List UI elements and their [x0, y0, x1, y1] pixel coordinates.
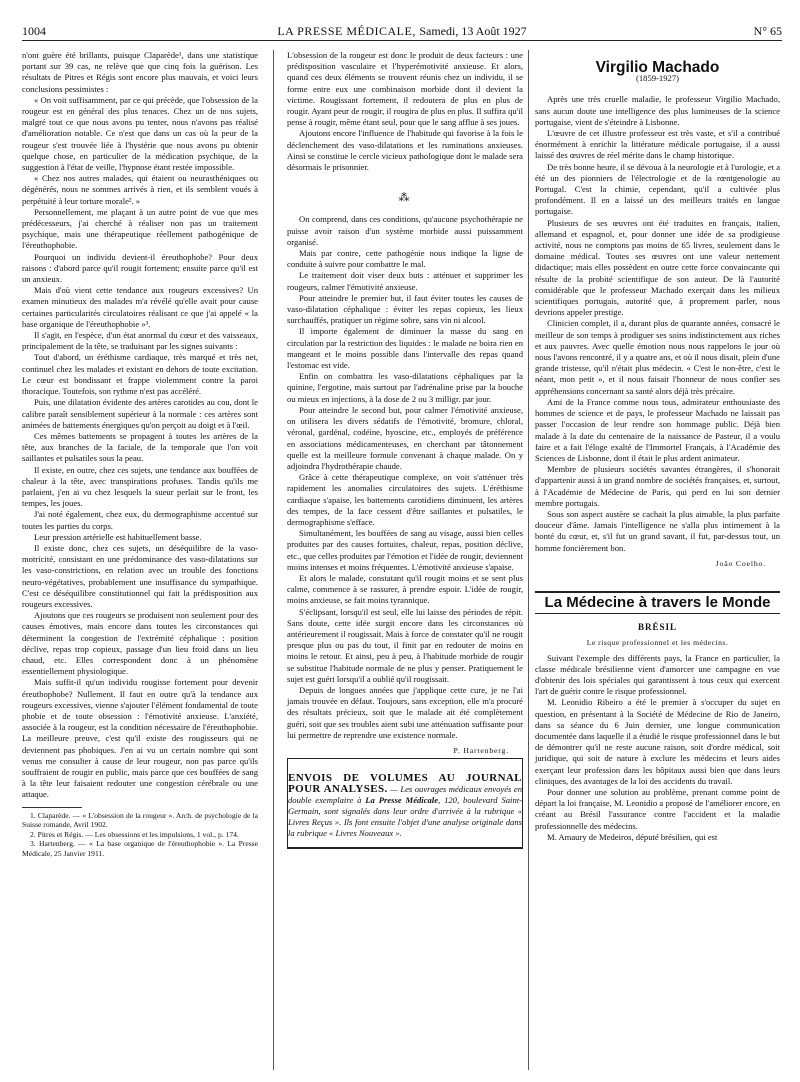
paragraph: Suivant l'exemple des différents pays, la France en particulier, la classe médicale brésilienne vient d'amorcer une campagne en vue d'obtenir des lois spéciales qui garantissent à tous ceux qui exercent l'art de guérir contre le risque professionnel. — [535, 652, 780, 697]
paragraph: Simultanément, les bouffées de sang au visage, aussi bien celles produites par des causes fortuites, chaleur, repas, position déclive, etc., que celles produites par l'émotion et l'idée de rougir, deviennent moins intenses et moins fréquentes. L'émotivité anxieuse s'apaise. — [287, 528, 523, 572]
paragraph: « On voit suffisamment, par ce qui précède, que l'obsession de la rougeur est en général des plus tenaces. Chez un de nos sujets, malgré tout ce que nous avons pu tenter, nous n'avons pas réalisé d'amélioration notable. Ce n'est que dans un cas où la peur de la rougeur s'est trouvée liée à l'hystérie que nous avons pu obtenir quelque chose, en particulier de la médication psychique, de la suggestion à l'état de veille, l'hypnose étant restée impossible. — [22, 94, 258, 173]
paragraph: Il existe donc, chez ces sujets, un déséquilibre de la vaso-motricité, consistant en une prédominance des vaso-dilatations sur les vaso-constrictions, en relation avec un trouble des fonctions neuro-végétatives, probablement une insuffisance du sympathique. C'est ce déséquilibre constitutionnel qui fait la prédisposition aux rougeurs excessives. — [22, 542, 258, 609]
paragraph: Ces mêmes battements se propagent à toutes les artères de la tête, aux branches de la faciale, de la temporale que l'on voit saillantes et pulsatiles sous la peau. — [22, 430, 258, 464]
page-header — [22, 24, 782, 41]
page-number: 1004 — [22, 24, 46, 38]
country-heading: BRÉSIL — [637, 622, 678, 633]
issue-date: Samedi, 13 Août 1927 — [419, 24, 527, 38]
paragraph: Ajoutons encore l'influence de l'habitude qui favorise à la fois le déclenchement des vaso-dilatations et les ruminations anxieuses. Ainsi se constitue le cercle vicieux pathologique dont le malade sera désormais le prisonnier. — [287, 128, 523, 173]
paragraph: L'œuvre de cet illustre professeur est très vaste, et s'il a contribué énormément à enrichir la littérature médicale portugaise, il a aussi laissé des œuvres de réel mérite dans le champ historique. — [535, 128, 780, 161]
paragraph: « Chez nos autres malades, qui étaient ou neurasthéniques ou dégénérés, nous ne sommes arrivés à rien, et ils semblent voués à perpétuité à leur torture morale². » — [22, 173, 258, 206]
paragraph: Enfin on combattra les vaso-dilatations céphaliques par la quinine, l'ergotine, mais surtout par l'adrénaline prise par la bouche ou mieux en injections, à la dose de 2 ou 3 milligr. par jour. — [287, 371, 523, 404]
notice-box — [288, 773, 522, 839]
notice-frame — [287, 758, 523, 849]
paragraph: Sous son aspect austère se cachait la plus aimable, la plus parfaite douceur d'âme. Jamais l'intelligence ne s'alla plus intimement à la bonté du cœur, et, s'il fut un grand savant, il fut, par-dessus tout, un homme foncièrement bon. — [535, 508, 780, 553]
obituary-title: Virgilio Machado — [595, 59, 720, 76]
paragraph: Ajoutons que ces rougeurs se produisent non seulement pour des causes émotives, mais encore dans toutes les circonstances qui déterminent la congestion de l'extrémité céphalique : position déclive, repas trop copieux, passage d'un lieu froid dans un lieu chaud, etc. Elles correspondent donc à un phénomène essentiellement physiologique. — [22, 610, 258, 677]
paragraph: Et alors le malade, constatant qu'il rougit moins et se sent plus calme, commence à se rassurer, à prendre espoir. L'idée de rougir, moins anxieuse, se fait moins tyrannique. — [287, 572, 523, 606]
paragraph: Clinicien complet, il a, durant plus de quarante années, consacré le meilleur de son temps à prodiguer ses soins indistinctement aux riches et aux pauvres. Avec quelle émotion nous nous rappelons le jour où nous l'avons rencontré, il y a quatre ans, et où il nous disait, plein d'une grande tristesse, qu'il n'était plus médecin. « C'est le non-être, c'est le néant, mon petit », et il nous faisait l'honneur de nous confier ses appréhensions concernant sa santé alors déjà très précaire. — [535, 318, 780, 396]
footnote: 1. Claparède. — « L'obsession de la rougeur ». Arch. de psychologie de la Suisse romande, Avril 1902. — [22, 810, 258, 830]
section-separator: ⁂ — [398, 192, 412, 205]
column-2 — [287, 50, 523, 1070]
notice-journal: La Presse Médicale — [365, 795, 439, 806]
paragraph: Puis, une dilatation évidente des artères carotides au cou, dont le calibre paraît sensiblement supérieur à la normale : ces artères sont animées de battements énergiques qu'on perçoit au doigt et à l'œil. — [22, 397, 258, 430]
column-3 — [535, 50, 780, 1070]
section-title: La Médecine à travers le Monde — [535, 591, 780, 614]
paragraph: On comprend, dans ces conditions, qu'aucune psychothérapie ne puisse avoir raison d'un système morbide aussi puissamment organisé. — [287, 214, 523, 247]
paragraph: Grâce à cette thérapeutique complexe, on voit s'atténuer très rapidement les anomalies circulatoires des sujets. L'éréthisme cardiaque s'apaise, les battements carotidiens diminuent, les artères des tempes, de la face cessent d'être saillantes et pulsatiles, le dermographisme s'efface. — [287, 472, 523, 527]
obituary-signature: João Coelho. — [715, 558, 766, 568]
paragraph: M. Amaury de Medeiros, député brésilien, qui est — [547, 831, 718, 842]
paragraph: Il importe également de diminuer la masse du sang en circulation par la restriction des liquides : le malade ne boira rien en mangeant et le moins possible dans l'intervalle des repas quand l'estomac est vide. — [287, 326, 523, 371]
paragraph: Personnellement, me plaçant à un autre point de vue que mes prédécesseurs, j'ai cherché à réaliser non pas un traitement psychique, mais une thérapeutique réellement pathogénique de l'éreuthophobie. — [22, 206, 258, 251]
paragraph: Après une très cruelle maladie, le professeur Virgilio Machado, sans aucun doute une intelligence des plus lumineuses de la science portugaise, vient de s'éteindre à Lisbonne. — [535, 94, 780, 127]
article-subheading: Le risque professionnel et les médecins. — [586, 638, 729, 648]
author-signature: P. Hartenberg. — [453, 745, 509, 755]
paragraph: J'ai noté également, chez eux, du dermographisme accentué sur toutes les parties du corps. — [22, 509, 258, 531]
running-title — [22, 24, 782, 38]
paragraph: Pour atteindre le second but, pour calmer l'émotivité anxieuse, on utilisera les divers sédatifs de l'émotivité, bromure, chloral, véronal, gardénal, codéine, hyoscine, etc., employés de préférence en associations médicamenteuses, en cherchant par tâtonnement quelle est la meilleure formule convenant à chaque malade. On y adjoindra l'hydrothérapie chaude. — [287, 404, 523, 471]
paragraph: Depuis de longues années que j'applique cette cure, je ne l'ai jamais trouvée en défaut. Toujours, sans exception, elle m'a procuré des résultats précieux, soit que le malade ait été complètement guéri, soit que ses troubles aient subi une atténuation suffisante pour lui permettre de reprendre une existence normale. — [287, 684, 523, 740]
paragraph: Membre de plusieurs sociétés savantes étrangères, il s'honorait d'appartenir aussi à un grand nombre de sociétés françaises, et, surtout, à l'Académie de Médecine de Paris, qui perd en lui son dernier membre portugais. — [535, 464, 780, 508]
paragraph: Il existe, en outre, chez ces sujets, une tendance aux bouffées de chaleur à la tête, avec transpirations profuses. Tandis qu'ils me parlaient, j'en ai vu chez lesquels la sueur perlait sur le front, les tempes, les joues. — [22, 464, 258, 509]
paragraph: Ami de la France comme nous tous, admirateur enthousiaste des hommes de science et de pays, le professeur Machado ne laissait pas passer l'occasion de leur rendre son hommage public. Déjà bien malade à la date du centenaire de la naissance de Pasteur, il a voulu faire et a fait l'éloge exalté de l'Immortel Français, à l'Académie des Sciences de Lisbonne, dont il était le plus ardent animateur. — [535, 396, 780, 463]
paragraph: Il s'agit, en l'espèce, d'un état anormal du cœur et des vaisseaux, principalement de la tête, se traduisant par les signes suivants : — [22, 330, 258, 352]
paragraph: L'obsession de la rougeur est donc le produit de deux facteurs : une prédisposition vasculaire et l'hyperémotivité anxieuse. Et alors, quand ces deux éléments se trouvent réunis chez un individu, il se forme entre eux une combinaison morbide dont il devient la victime. Rougissant fortement, il redoutera de plus en plus de rougir. Ayant peur de rougir, il rougira de plus en plus. Il suffira qu'il pense à rougir, même étant seul, pour que le sang afflue à ses joues. — [287, 50, 523, 128]
notice-title: ENVOIS DE VOLUMES AU JOURNAL POUR ANALYSES. — [288, 772, 522, 796]
footnote-divider — [22, 807, 82, 808]
column-rule — [273, 50, 274, 1070]
paragraph: Mais par contre, cette pathogénie nous indique la ligne de conduite à suivre pour combattre le mal. — [287, 248, 523, 270]
paragraph: Leur pression artérielle est habituellement basse. — [34, 531, 202, 542]
paragraph: Pour donner une solution au problème, prenant comme point de départ la loi française, M. Leonidio a proposé de l'améliorer encore, en créant au Brésil l'assurance contre l'accident et la maladie professionnelle des médecins. — [535, 786, 780, 831]
notice-text: — Les ouvrages médicaux envoyés en double exemplaire à — [288, 784, 522, 806]
paragraph: Pourquoi un individu devient-il éreuthophobe? Pour deux raisons : d'abord parce qu'il rougit fortement; ensuite parce qu'il est un anxieux. — [22, 251, 258, 285]
obituary-dates: (1859-1927) — [636, 73, 679, 84]
paragraph: S'éclipsant, lorsqu'il est seul, elle lui laisse des périodes de répit. Sans doute, cette idée surgit encore dans les circonstances où antérieurement il rougissait. Mais à force de constater qu'il ne rougit presque plus ou pas du tout, il finit par en redouter de moins en moins le retour. Et ainsi, peu à peu, à l'habitude morbide de rougir se substitue l'habitude normale de ne plus y penser. Pratiquement le sujet est guéri lorsqu'il a oublié qu'il rougissait. — [287, 606, 523, 684]
paragraph: Le traitement doit viser deux buts : atténuer et supprimer les rougeurs, calmer l'émotivité anxieuse. — [287, 270, 523, 292]
paragraph: De très bonne heure, il se dévoua à la neurologie et à l'urologie, et a été un des pionniers de l'électrologie et de la rœntgenologie au Portugal. C'est la chimie, cependant, qu'il a cultivée plus profondément. Il en a laissé un des meilleurs traités en langue portugaise. — [535, 161, 781, 217]
paragraph: Plusieurs de ses œuvres ont été traduites en français, italien, allemand et espagnol, et, pour donner une idée de sa prodigieuse activité, nous ne comptons pas moins de 65 livres, seulement dans le domaine médical. Toutes ses œuvres ont une valeur nettement didactique; mais elles possèdent en outre cette force convaincante qui résulte de la probité scientifique de son auteur. De là l'autorité considérable que le professeur Machado exerçait dans les milieux scientifiques portugais, autorité que, à proprement parler, nous devrions appeler prestige. — [535, 217, 780, 318]
paragraph: Mais d'où vient cette tendance aux rougeurs excessives? Un examen minutieux des malades m'a révélé qu'elle avait pour cause certaines particularités circulatoires réalisant ce que j'ai appelé « la base organique de l'éreuthophobie »³. — [22, 285, 258, 329]
journal-title: LA PRESSE MÉDICALE, — [277, 24, 416, 38]
paragraph: Mais suffit-il qu'un individu rougisse fortement pour devenir éreuthophobe? Nullement. Il faut en outre qu'à la tendance aux rougeurs excessives, vienne s'ajouter l'élément fondamental de toute phobie et de toute obsession : l'émotivité anxieuse. L'anxiété, associée à la rougeur, est la condition nécessaire de l'éreuthophobie. La meilleure preuve, c'est qu'il existe des rougisseurs qui ne deviennent pas phobiques. J'en ai vu un certain nombre qui sont venus me consulter à cause de leur rougeur, non pas parce qu'ils souffraient de rougir en public, mais parce que ces bouffées de sang à la tête leur faisaient redouter une congestion cérébrale ou une attaque. — [22, 677, 258, 800]
paragraph: M. Leonidio Ribeiro a été le premier à s'occuper du sujet en question, en présentant à la Société de Médecine de Rio de Janeiro, dans sa séance du 6 Juin dernier, une longue communication documentée dans laquelle il a étudié le risque professionnel dans le but de démontrer qu'il ne reste aucune raison, soit d'ordre médical, soit juridique, qui soit de nature à exclure les médecins et leurs aides exerçant leur profession dans les hôpitaux aussi bien que dans leurs cliniques, des avantages de la loi des accidents du travail. — [535, 697, 780, 786]
issue-number: N° 65 — [753, 24, 782, 38]
paragraph: Tout d'abord, un éréthisme cardiaque, très marqué et très net, continuel chez les malades et existant en dehors de toute excitation. Le cœur est bondissant et frappe violemment contre la paroi thoracique. Toutefois, son rythme n'est pas accéléré. — [22, 352, 258, 397]
column-rule — [528, 50, 529, 1070]
column-1 — [22, 50, 258, 1070]
footnote: 2. Pitres et Régis. — Les obsessions et les impulsions, 1 vol., p. 174. — [30, 829, 239, 839]
notice-text: , 120, boulevard Saint-Germain, sont signalés dans leur ordre d'arrivée à la rubrique « Livres Reçus ». Ils font ensuite l'objet d'une analyse originale dans la rubrique « Livres Nouveaux ». — [288, 795, 522, 839]
paragraph: Pour atteindre le premier but, il faut éviter toutes les causes de vaso-dilatation céphalique : éviter les repas copieux, les lieux surchauffés, pratiquer un régime sobre, sans vin ni alcool. — [287, 292, 523, 326]
paragraph: n'ont guère été brillants, puisque Claparède¹, dans une statistique portant sur 39 cas, ne relève que que cinq fois la guérison. Les résultats de Pitres et Régis sont encore plus mauvais, et voici leurs conclusions pessimistes : — [22, 50, 258, 94]
footnote: 3. Hartenberg. — « La base organique de l'éreuthophobie ». La Presse Médicale, 25 Janvier 1911. — [22, 839, 258, 858]
